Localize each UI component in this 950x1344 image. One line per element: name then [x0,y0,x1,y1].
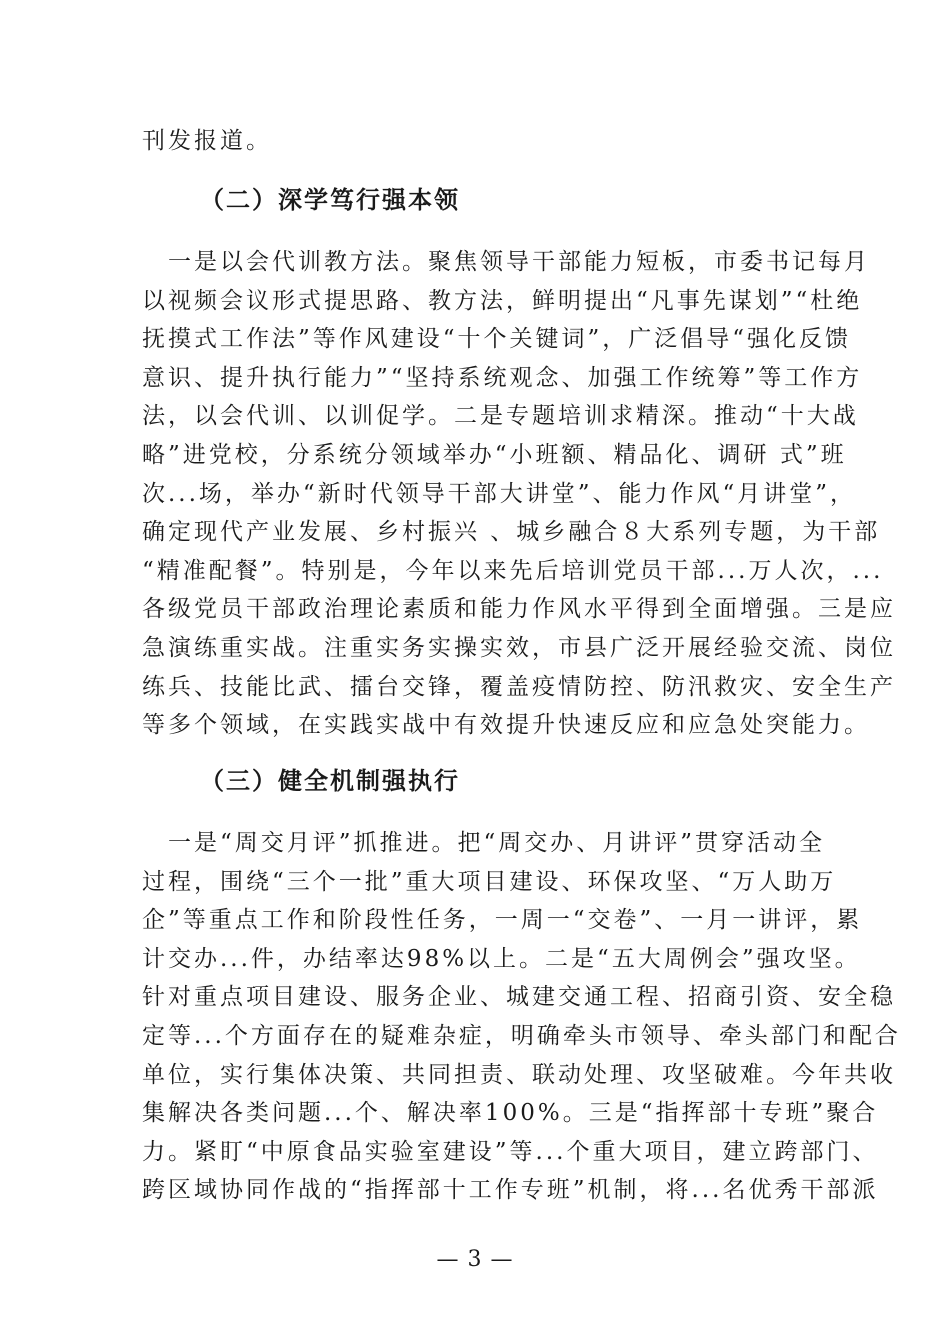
text-line: 练兵、技能比武、擂台交锋，覆盖疫情防控、防汛救灾、安全生产 [142,673,896,700]
text-line: 一是以会代训教方法。聚焦领导干部能力短板，市委书记每月 [142,249,870,275]
section-heading-3: （三）健全机制强执行 [200,767,460,795]
text-line: 集解决各类问题...个、解决率100%。三是“指挥部十专班”聚合 [142,1100,879,1127]
text-line: 确定现代产业发展、乡村振兴 、城乡融合８大系列专题，为干部 [142,519,881,546]
text-line: 针对重点项目建设、服务企业、城建交通工程、招商引资、安全稳 [142,984,896,1011]
text-line: 定等...个方面存在的疑难杂症，明确牵头市领导、牵头部门和配合 [142,1023,901,1049]
text-line: 次...场，举办“新时代领导干部大讲堂”、能力作风“月讲堂”， [142,480,856,507]
text-line: 略”进党校，分系统分领域举办“小班额、精品化、调研 式”班 [142,442,847,468]
text-line: 企”等重点工作和阶段性任务，一周一“交卷”、一月一讲评，累 [142,907,863,934]
text-line: 抚摸式工作法”等作风建设“十个关键词”，广泛倡导“强化反馈 [142,326,852,353]
text-line: 过程，围绕“三个一批”重大项目建设、环保攻坚、“万人助万 [142,868,837,895]
text-line: 各级党员干部政治理论素质和能力作风水平得到全面增强。三是应 [142,596,896,623]
text-line: “精准配餐”。特别是，今年以来先后培训党员干部...万人次，... [142,557,884,584]
text-line: 跨区域协同作战的“指挥部十工作专班”机制，将...名优秀干部派 [142,1177,879,1204]
text-line: 计交办...件，办结率达98%以上。二是“五大周例会”强攻坚。 [142,945,861,972]
text-line: 急演练重实战。注重实务实操实效，市县广泛开展经验交流、岗位 [142,635,896,661]
text-line: 等多个领域，在实践实战中有效提升快速反应和应急处突能力。 [142,712,870,739]
text-line: 刊发报道。 [142,128,272,154]
text-line: 单位，实行集体决策、共同担责、联动处理、攻坚破难。今年共收 [142,1061,896,1088]
text-line: 法，以会代训、以训促学。二是专题培训求精深。推动“十大战 [142,403,859,430]
page-number: — 3 — [436,1247,514,1272]
text-line: 力。紧盯“中原食品实验室建设”等...个重大项目，建立跨部门、 [142,1138,879,1165]
section-heading-2: （二）深学笃行强本领 [200,186,460,214]
text-line: 意识、提升执行能力”“坚持系统观念、加强工作统筹”等工作方 [142,364,863,391]
text-line: 一是“周交月评”抓推进。把“周交办、月讲评”贯穿活动全 [142,830,826,856]
text-line: 以视频会议形式提思路、教方法，鲜明提出“凡事先谋划”“杜绝 [142,287,863,314]
